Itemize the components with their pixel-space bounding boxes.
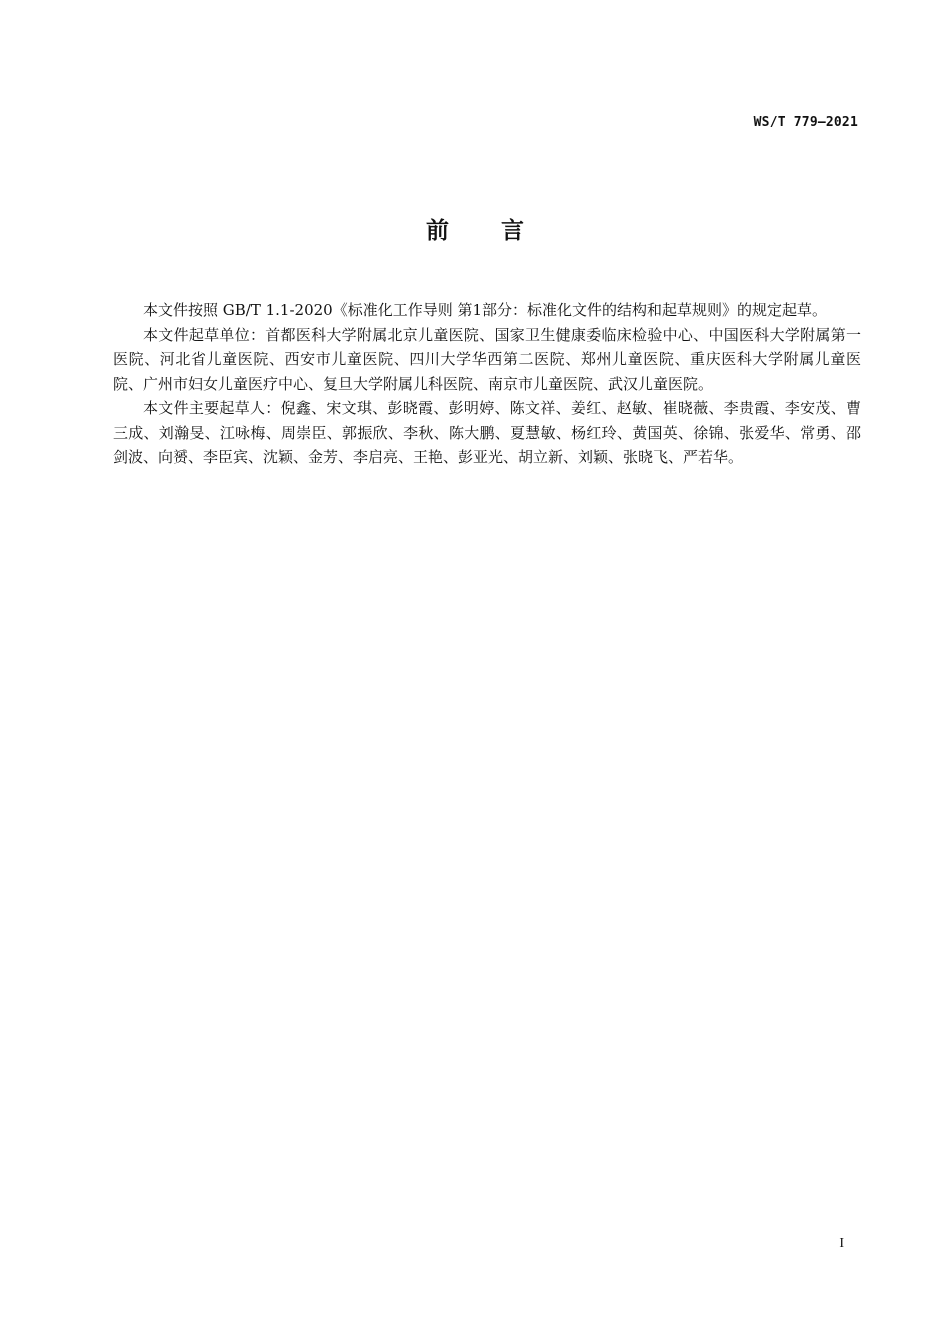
standard-code: WS/T 779—2021 xyxy=(753,115,858,130)
page-number: I xyxy=(839,1236,844,1251)
page-title: 前言 xyxy=(426,218,576,244)
paragraph-drafting-units: 本文件起草单位：首都医科大学附属北京儿童医院、国家卫生健康委临床检验中心、中国医科大学附属第一医院、河北省儿童医院、西安市儿童医院、四川大学华西第二医院、郑州儿童医院、重庆医科大学附属儿童医院、广州市妇女儿童医疗中心、复旦大学附属儿科医院、南京市儿童医院、武汉儿童医院。 xyxy=(113,325,861,393)
foreword-body xyxy=(113,298,861,470)
paragraph-drafting-rules: 本文件按照 GB/T 1.1-2020《标准化工作导则 第1部分：标准化文件的结构和起草规则》的规定起草。 xyxy=(143,301,828,319)
paragraph-drafters: 本文件主要起草人：倪鑫、宋文琪、彭晓霞、彭明婷、陈文祥、姜红、赵敏、崔晓薇、李贵霞、李安茂、曹三成、刘瀚旻、江咏梅、周崇臣、郭振欣、李秋、陈大鹏、夏慧敏、杨红玲、黄国英、徐锦、张爱华、常勇、邵剑波、向赟、李臣宾、沈颖、金芳、李启亮、王艳、彭亚光、胡立新、刘颖、张晓飞、严若华。 xyxy=(113,399,861,466)
